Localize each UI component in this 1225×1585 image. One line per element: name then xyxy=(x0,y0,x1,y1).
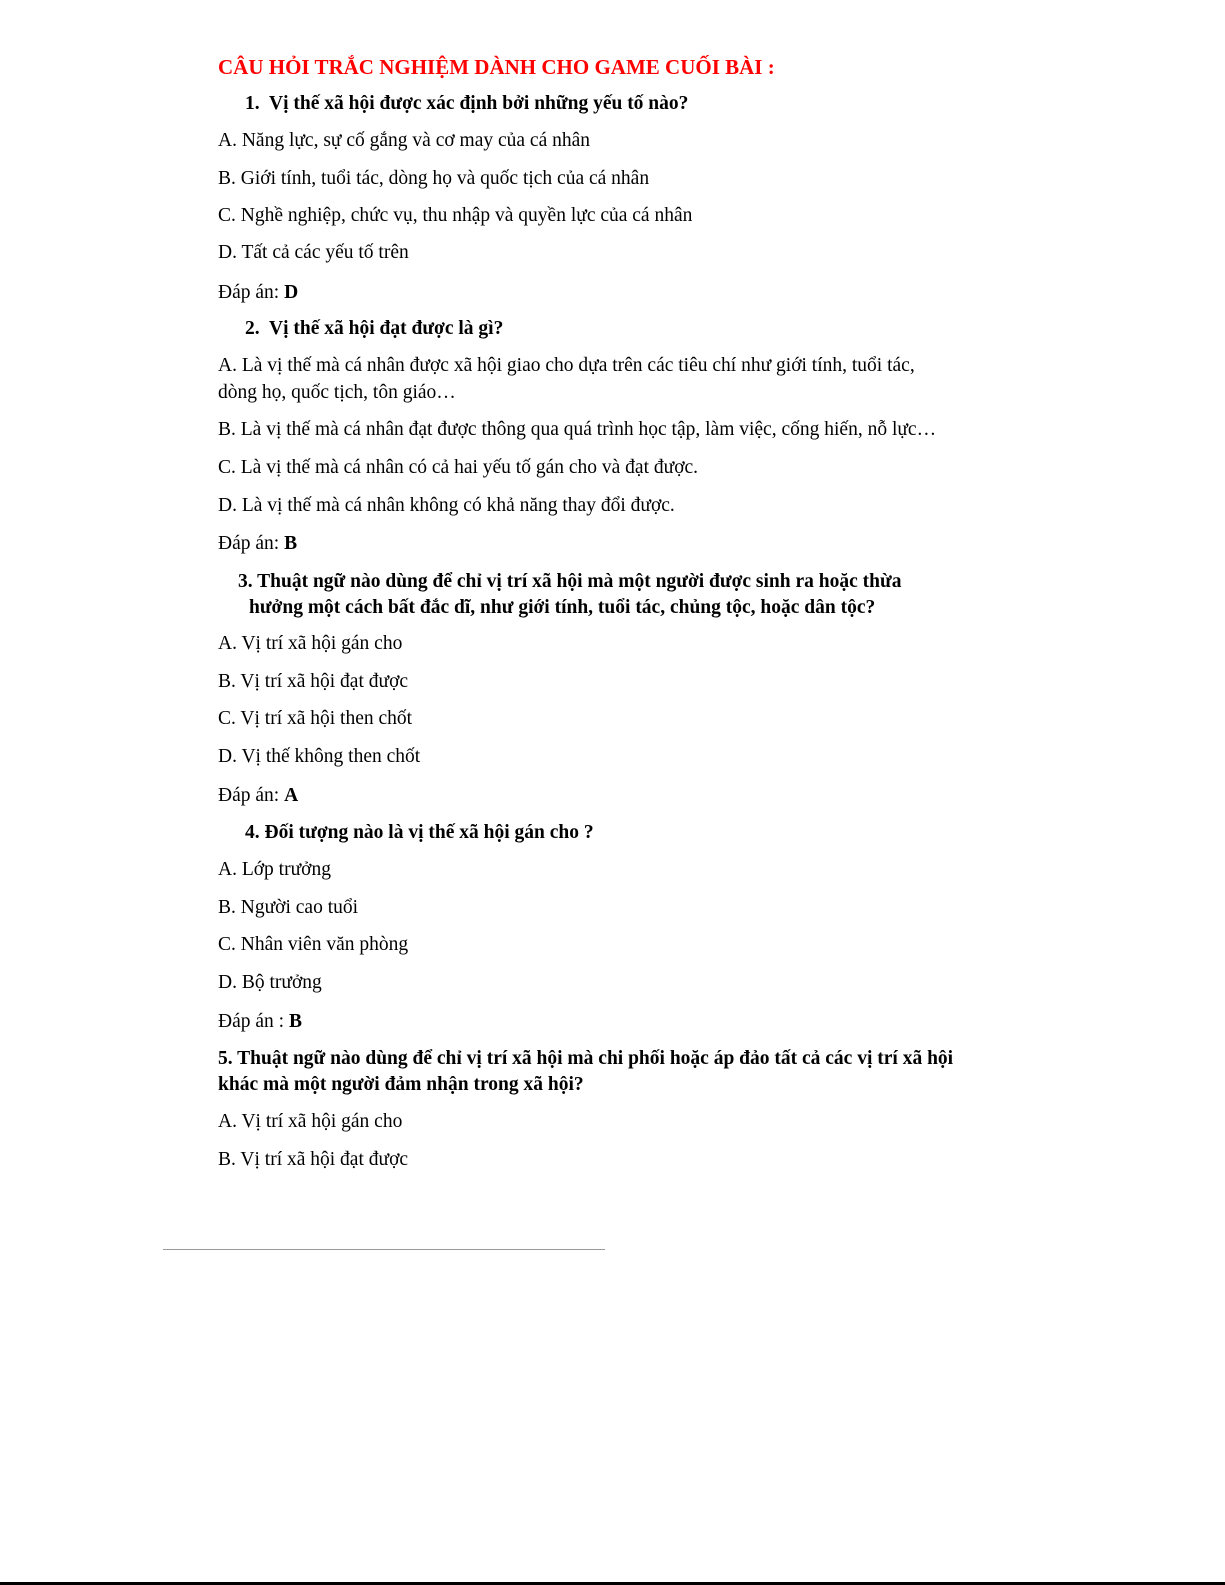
answer-label: Đáp án : xyxy=(218,1011,285,1032)
question-4-option-a: A. Lớp trưởng xyxy=(218,859,331,880)
footnote-separator xyxy=(163,1249,605,1250)
answer-value: A xyxy=(284,785,299,806)
question-3-text-line-1: 3. Thuật ngữ nào dùng để chỉ vị trí xã hội mà một người được sinh ra hoặc thừa xyxy=(238,571,902,592)
answer-label: Đáp án: xyxy=(218,282,280,303)
question-3-option-d: D. Vị thế không then chốt xyxy=(218,746,421,767)
question-4-text: 4. Đối tượng nào là vị thế xã hội gán cho ? xyxy=(245,822,594,843)
question-5-text-line-2: khác mà một người đảm nhận trong xã hội? xyxy=(218,1074,584,1095)
question-2-answer xyxy=(218,532,297,556)
question-1-option-c: C. Nghề nghiệp, chức vụ, thu nhập và quyền lực của cá nhân xyxy=(218,205,693,226)
answer-value: D xyxy=(284,282,299,303)
answer-label: Đáp án: xyxy=(218,533,280,554)
question-1-title xyxy=(245,92,688,116)
question-2-number: 2. xyxy=(245,318,260,339)
question-5-text-line-1: 5. Thuật ngữ nào dùng để chỉ vị trí xã hội mà chi phối hoặc áp đảo tất cả các vị trí xã hội xyxy=(218,1048,954,1069)
answer-label: Đáp án: xyxy=(218,785,280,806)
question-3-answer xyxy=(218,784,298,808)
question-1-answer xyxy=(218,281,298,305)
question-2-option-d: D. Là vị thế mà cá nhân không có khả năng thay đổi được. xyxy=(218,495,675,516)
question-4-option-d: D. Bộ trưởng xyxy=(218,972,322,993)
question-4-option-c: C. Nhân viên văn phòng xyxy=(218,934,409,955)
question-5-option-a: A. Vị trí xã hội gán cho xyxy=(218,1111,403,1132)
question-2-option-a-cont: dòng họ, quốc tịch, tôn giáo… xyxy=(218,382,456,403)
question-5-option-b: B. Vị trí xã hội đạt được xyxy=(218,1149,409,1170)
question-4-option-b: B. Người cao tuổi xyxy=(218,897,359,918)
question-3-option-b: B. Vị trí xã hội đạt được xyxy=(218,671,409,692)
question-2-title xyxy=(245,317,503,341)
page-title: CÂU HỎI TRẮC NGHIỆM DÀNH CHO GAME CUỐI BÀI : xyxy=(218,55,775,79)
answer-value: B xyxy=(288,1011,302,1032)
question-2-option-b: B. Là vị thế mà cá nhân đạt được thông qua quá trình học tập, làm việc, cống hiến, nỗ lực… xyxy=(218,419,937,440)
question-2-option-a: A. Là vị thế mà cá nhân được xã hội giao cho dựa trên các tiêu chí như giới tính, tuổi tác, xyxy=(218,355,915,376)
question-3-option-a: A. Vị trí xã hội gán cho xyxy=(218,633,403,654)
question-3-text-line-2: hưởng một cách bất đắc dĩ, như giới tính, tuổi tác, chủng tộc, hoặc dân tộc? xyxy=(249,597,876,618)
question-1-option-b: B. Giới tính, tuổi tác, dòng họ và quốc tịch của cá nhân xyxy=(218,168,650,189)
question-1-option-d: D. Tất cả các yếu tố trên xyxy=(218,242,409,263)
question-2-text: Vị thế xã hội đạt được là gì? xyxy=(269,318,504,339)
question-2-option-c: C. Là vị thế mà cá nhân có cả hai yếu tố gán cho và đạt được. xyxy=(218,457,699,478)
question-4-answer xyxy=(218,1010,302,1034)
question-1-option-a: A. Năng lực, sự cố gắng và cơ may của cá nhân xyxy=(218,130,591,151)
question-1-number: 1. xyxy=(245,93,260,114)
question-1-text: Vị thế xã hội được xác định bởi những yếu tố nào? xyxy=(269,93,689,114)
answer-value: B xyxy=(284,533,298,554)
question-3-option-c: C. Vị trí xã hội then chốt xyxy=(218,708,413,729)
